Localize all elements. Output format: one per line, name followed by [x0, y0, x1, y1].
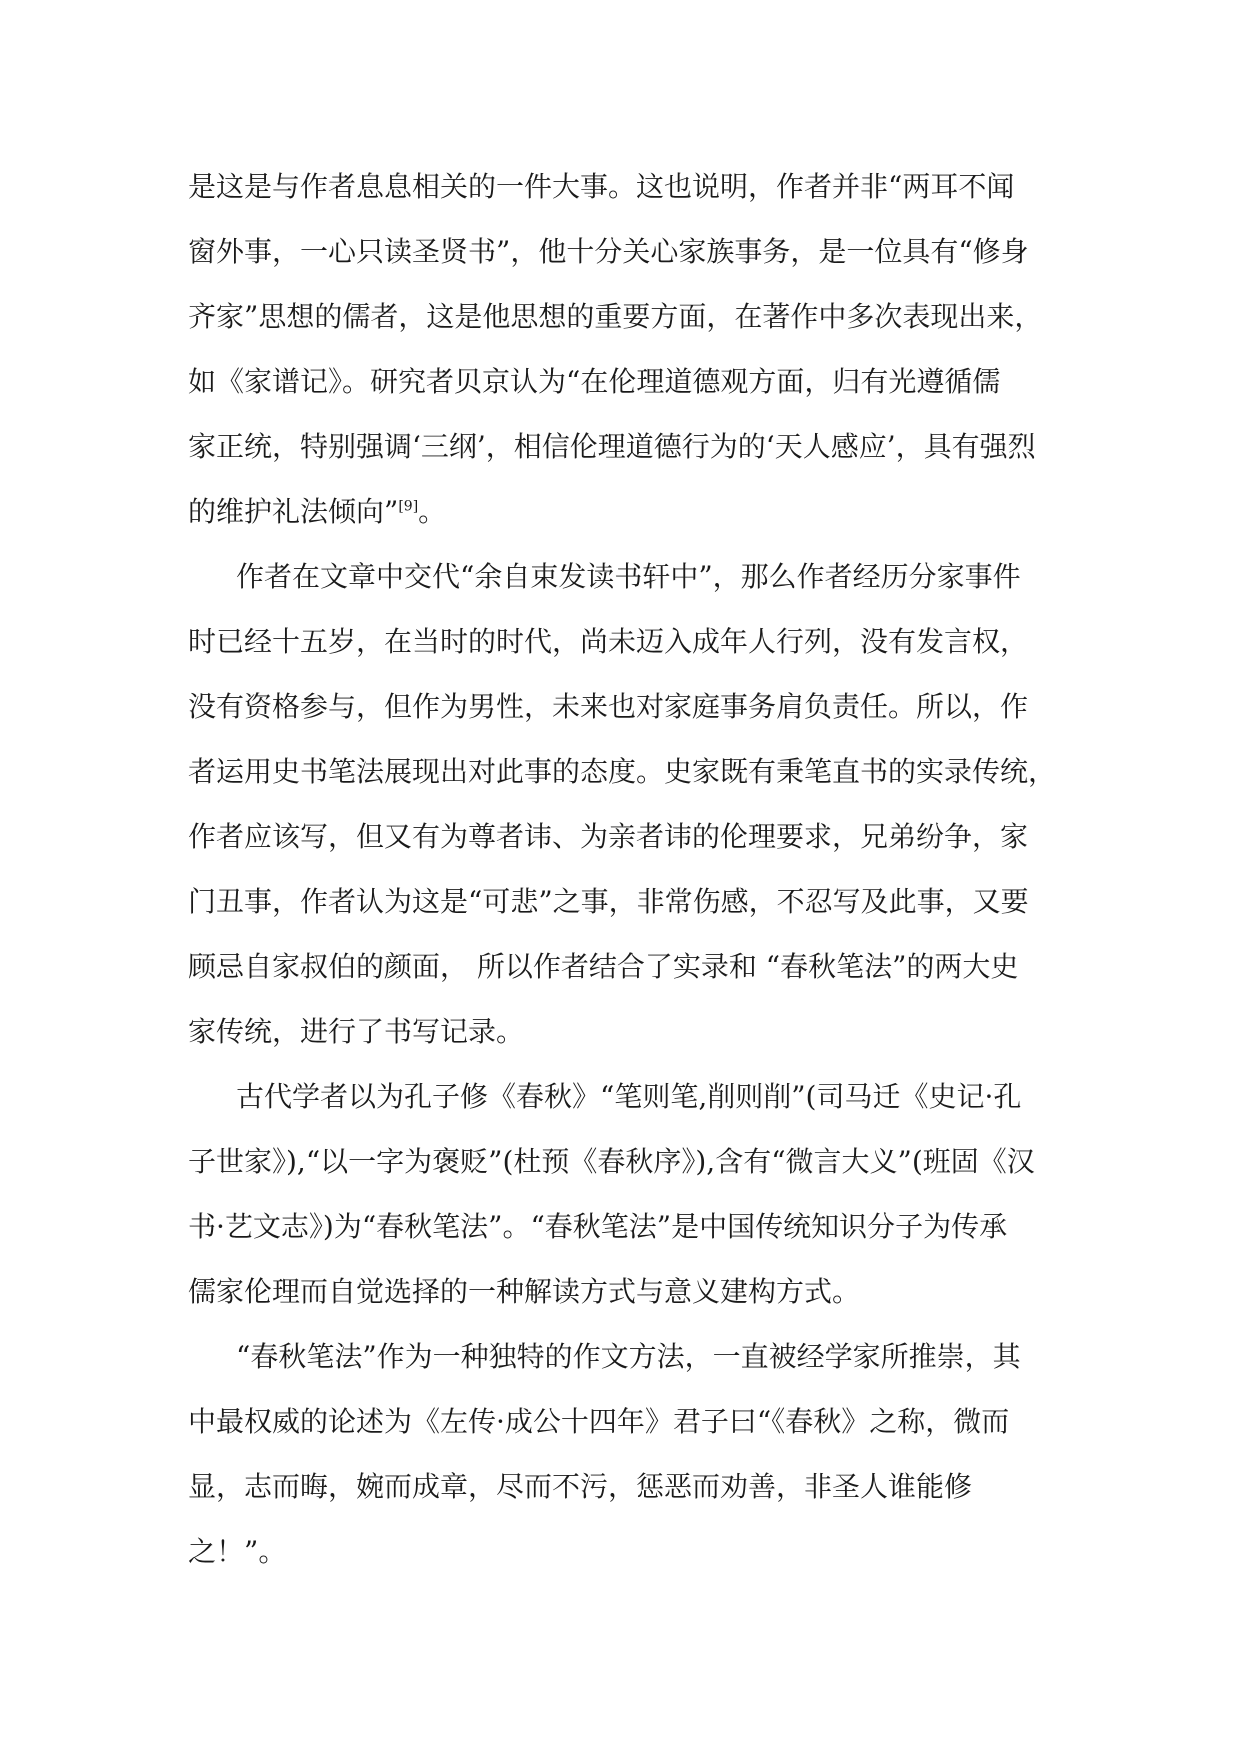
- body-text: [188, 154, 1068, 1584]
- text-line: 者运用史书笔法展现出对此事的态度。史家既有秉笔直书的实录传统，: [188, 755, 1057, 788]
- text-line: 作者应该写，但又有为尊者讳、为亲者讳的伦理要求，兄弟纷争，家: [188, 820, 1029, 853]
- text-line: 门丑事，作者认为这是“可悲”之事，非常伤感，不忍写及此事，又要: [188, 885, 1029, 918]
- text-line: 之！”。: [188, 1535, 287, 1568]
- text-line: 如《家谱记》。研究者贝京认为“在伦理道德观方面，归有光遵循儒: [188, 365, 1001, 398]
- citation-marker: [9]: [398, 498, 419, 515]
- text-span: 。: [418, 495, 447, 528]
- paragraph-1: [188, 154, 1068, 544]
- text-line: 子世家》),“以一字为褒贬”(杜预《春秋序》),含有“微言大义”(班固《汉: [188, 1145, 1035, 1178]
- text-line: “春秋笔法”作为一种独特的作文方法，一直被经学家所推崇，其: [236, 1340, 1021, 1373]
- text-line: 作者在文章中交代“余自束发读书轩中”，那么作者经历分家事件: [236, 560, 1021, 593]
- text-line: 儒家伦理而自觉选择的一种解读方式与意义建构方式。: [188, 1275, 861, 1308]
- text-span: 的维护礼法倾向”: [188, 495, 399, 528]
- paragraph-3: [188, 1064, 1068, 1324]
- text-line: 古代学者以为孔子修《春秋》“笔则笔,削则削”(司马迁《史记·孔: [236, 1080, 1022, 1113]
- text-line: 齐家”思想的儒者，这是他思想的重要方面，在著作中多次表现出来，: [188, 300, 1043, 333]
- paragraph-4: [188, 1324, 1068, 1584]
- text-line: 家正统，特别强调‘三纲’，相信伦理道德行为的‘天人感应’，具有强烈: [188, 430, 1036, 463]
- text-line: [188, 479, 1068, 544]
- text-line: 顾忌自家叔伯的颜面， 所以作者结合了实录和 “春秋笔法”的两大史: [188, 950, 1019, 983]
- text-line: 书·艺文志》)为“春秋笔法”。“春秋笔法”是中国传统知识分子为传承: [188, 1210, 1008, 1243]
- text-line: 时已经十五岁，在当时的时代，尚未迈入成年人行列，没有发言权，: [188, 625, 1029, 658]
- text-line: 中最权威的论述为《左传·成公十四年》君子曰“《春秋》之称，微而: [188, 1405, 1010, 1438]
- text-line: 窗外事，一心只读圣贤书”，他十分关心家族事务，是一位具有“修身: [188, 235, 1029, 268]
- paragraph-2: [188, 544, 1068, 1064]
- text-line: 没有资格参与，但作为男性，未来也对家庭事务肩负责任。所以，作: [188, 690, 1029, 723]
- text-line: 显，志而晦，婉而成章，尽而不污，惩恶而劝善，非圣人谁能修: [188, 1470, 973, 1503]
- text-line: 家传统，进行了书写记录。: [188, 1015, 525, 1048]
- text-line: 是这是与作者息息相关的一件大事。这也说明，作者并非“两耳不闻: [188, 170, 1015, 203]
